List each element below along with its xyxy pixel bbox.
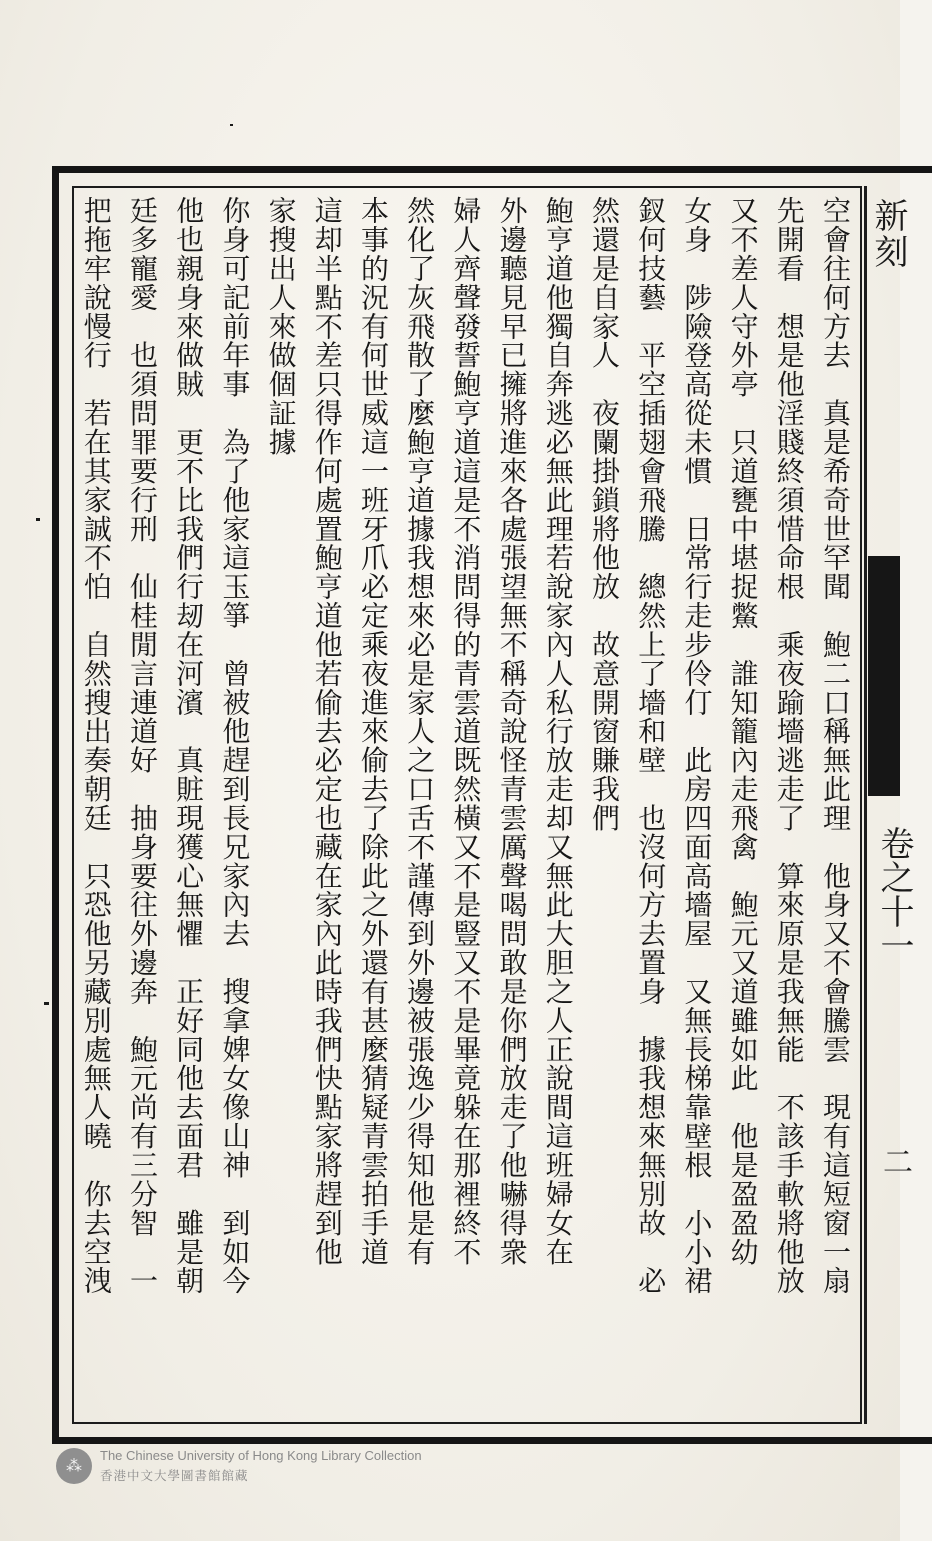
text-column-1: 空會往何方去 真是希奇世罕聞 鮑二口稱無此理 他身又不會騰雲 現有這短窗一扇	[819, 196, 852, 1295]
watermark-english: The Chinese University of Hong Kong Library Collection	[100, 1448, 422, 1463]
folio-number: 二	[877, 1146, 912, 1176]
main-text	[79, 196, 858, 1414]
text-column-17: 把拖牢說慢行 若在其家誠不怕 自然搜出奏朝廷 只恐他另藏別處無人曉 你去空洩	[79, 196, 113, 1295]
text-column-10: 然化了灰飛散了麼鮑亨道據我想來必是家人之口舌不謹傳到外邊被張逸少得知他是有	[403, 196, 437, 1267]
text-column-8: 外邊聽見早已擁將進來各處張望無不稱奇說怪青雲厲聲喝問敢是你們放走了他嚇得衆	[495, 196, 529, 1267]
text-column-5: 釵何技藝 平空插翅會飛騰 總然上了墻和壁 也沒何方去置身 據我想來無別故 必	[634, 196, 668, 1295]
fishtail-block	[868, 556, 900, 796]
text-column-9: 婦人齊聲發誓鮑亨道這是不消問得的青雲道既然橫又不是豎又不是畢竟躲在那裡終不	[449, 196, 483, 1267]
page-margin-strip	[868, 186, 914, 1424]
text-column-12: 這却半點不差只得作何處置鮑亨道他若偷去必定也藏在家內此時我們快點家將趕到他	[310, 196, 344, 1267]
text-column-4: 女身 陟險登高從未慣 日常行走步伶仃 此房四面高墻屋 又無長梯靠壁根 小小裙	[680, 196, 714, 1295]
text-column-2: 先開看 想是他淫賤終須惜命根 乘夜踰墻逃走了 算來原是我無能 不該手軟將他放	[772, 196, 806, 1295]
ink-speck	[230, 124, 233, 126]
ink-speck	[36, 518, 40, 521]
margin-rule	[864, 186, 867, 1424]
text-column-14: 你身可記前年事 為了他家這玉箏 曾被他趕到長兄家內去 搜拿婢女像山神 到如今	[218, 196, 252, 1295]
library-seal-icon: ⁂	[56, 1448, 92, 1484]
library-watermark	[56, 1448, 576, 1488]
text-column-13: 家搜出人來做個証據	[264, 196, 298, 457]
text-column-16: 廷多寵愛 也須問罪要行刑 仙桂閒言連道好 抽身要往外邊奔 鮑元尚有三分智 一	[125, 196, 159, 1295]
text-column-11: 本事的況有何世威這一班牙爪必定乘夜進來偷去了除此之外還有甚麼猜疑青雲拍手道	[356, 196, 390, 1267]
text-column-15: 他也親身來做賊 更不比我們行刼在河濱 真賍現獲心無懼 正好同他去面君 雖是朝	[172, 196, 206, 1295]
book-title-fragment: 新刻	[868, 198, 908, 270]
text-column-6: 然還是自家人 夜闌掛鎖將他放 故意開窗賺我們	[587, 196, 621, 833]
volume-label: 卷之十一	[874, 826, 914, 962]
text-column-3: 又不差人守外亭 只道甕中堪捉鱉 誰知籠內走飛禽 鮑元又道雖如此 他是盈盈幼	[726, 196, 760, 1267]
watermark-chinese: 香港中文大學圖書館館藏	[100, 1468, 249, 1483]
ink-speck	[44, 1002, 49, 1005]
text-column-7: 鮑亨道他獨自奔逃必無此理若說家內人私行放走却又無此大胆之人正說間這班婦女在	[541, 196, 575, 1267]
